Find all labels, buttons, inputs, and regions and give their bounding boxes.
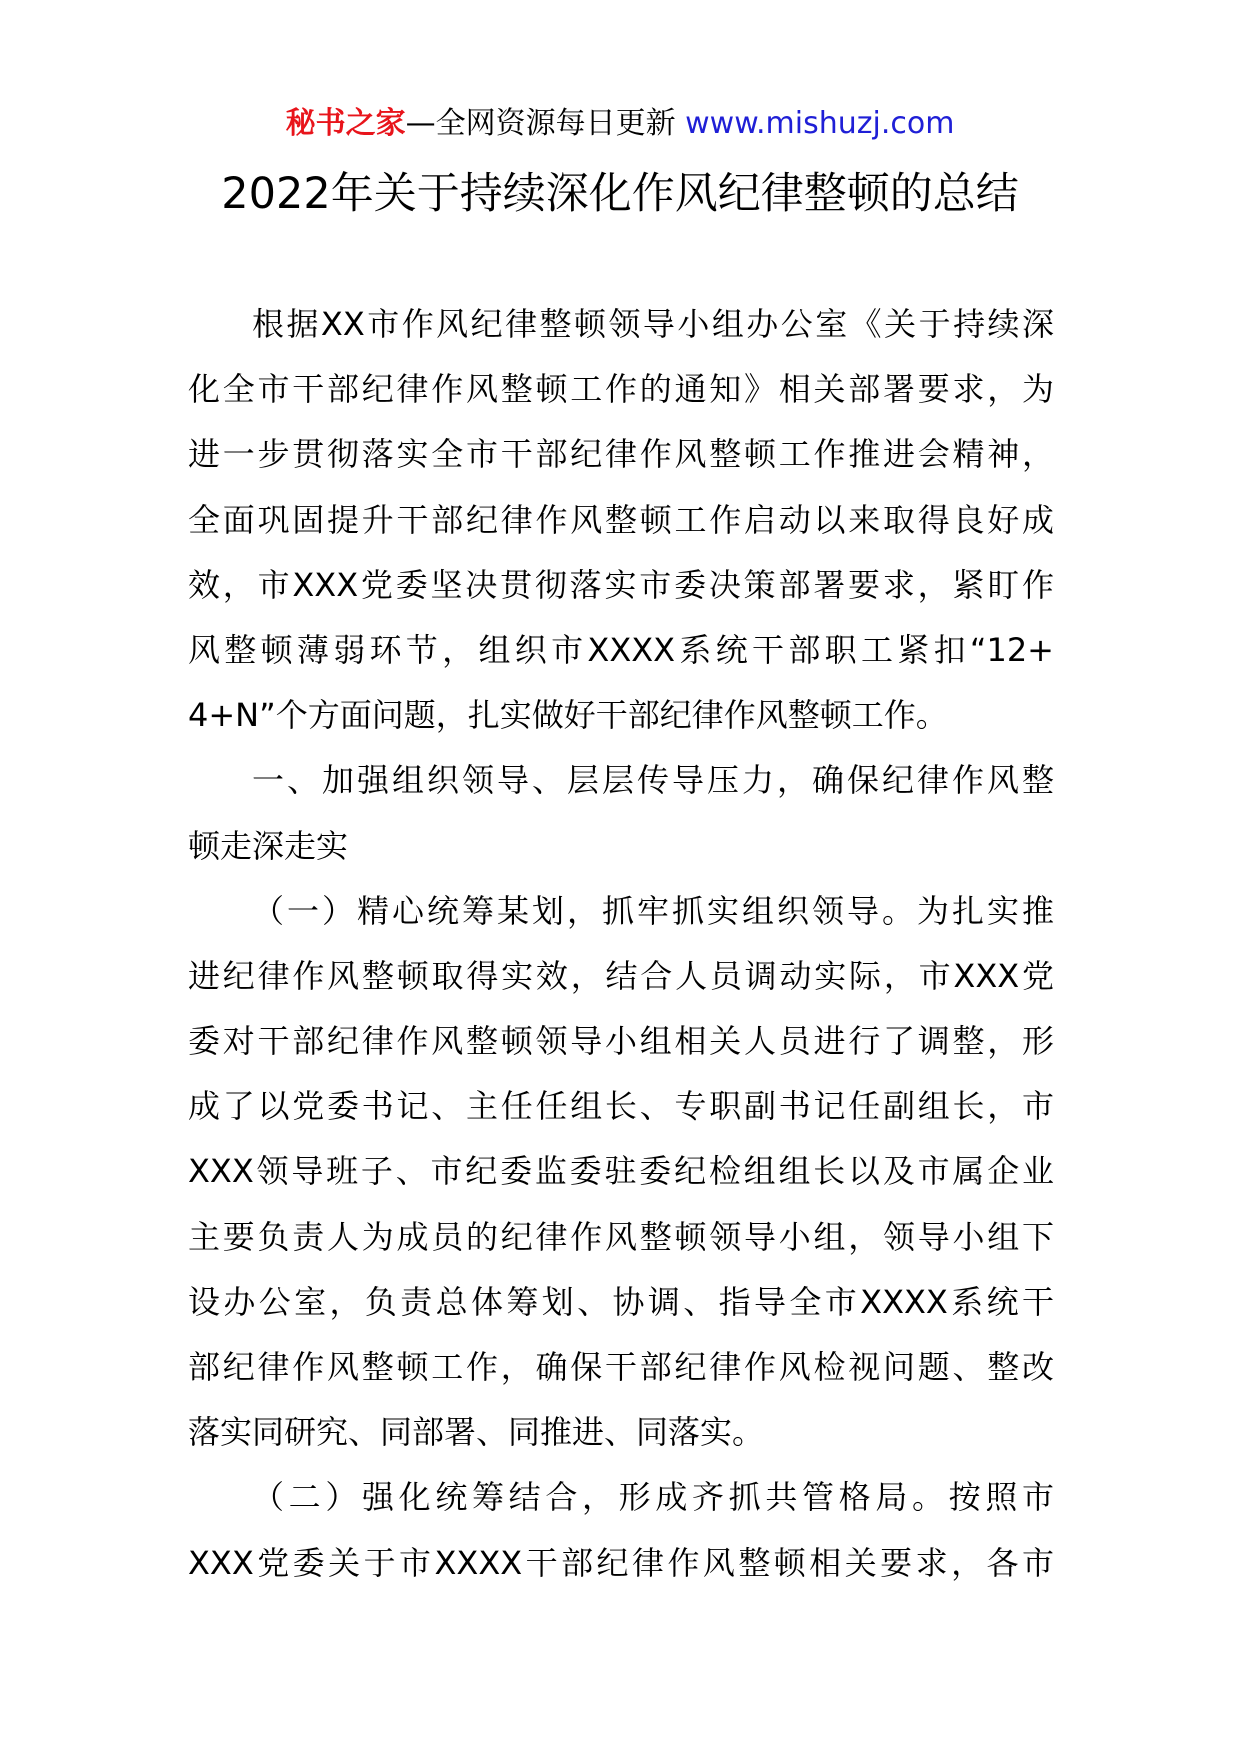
document-body <box>188 292 1054 1596</box>
text-line: XXX领导班子、市纪委监委驻委纪检组组长以及市属企业 <box>188 1152 1054 1191</box>
section-heading-line: 顿走深走实 <box>188 826 349 865</box>
text-line: 4+N”个方面问题，扎实做好干部纪律作风整顿工作。 <box>188 696 948 735</box>
text-line: 进一步贯彻落实全市干部纪律作风整顿工作推进会精神， <box>188 435 1054 474</box>
text-line: XXX党委关于市XXXX干部纪律作风整顿相关要求，各市 <box>188 1543 1054 1582</box>
text-line: 部纪律作风整顿工作，确保干部纪律作风检视问题、整改 <box>188 1348 1054 1386</box>
text-line: 委对干部纪律作风整顿领导小组相关人员进行了调整，形 <box>188 1022 1054 1061</box>
text-line: 根据XX市作风纪律整顿领导小组办公室《关于持续深 <box>252 305 1054 343</box>
text-line: （二）强化统筹结合，形成齐抓共管格局。按照市 <box>252 1478 1054 1517</box>
site-brand: 秘书之家 <box>285 106 406 141</box>
text-line: 化全市干部纪律作风整顿工作的通知》相关部署要求，为 <box>188 370 1054 409</box>
text-line: 效，市XXX党委坚决贯彻落实市委决策部署要求，紧盯作 <box>188 565 1054 604</box>
document-title: 2022年关于持续深化作风纪律整顿的总结 <box>221 169 1019 219</box>
text-line: 主要负责人为成员的纪律作风整顿领导小组，领导小组下 <box>188 1217 1054 1256</box>
text-line: 落实同研究、同部署、同推进、同落实。 <box>188 1413 765 1452</box>
text-line: 设办公室，负责总体筹划、协调、指导全市XXXX系统干 <box>188 1282 1054 1321</box>
text-line: 风整顿薄弱环节，组织市XXXX系统干部职工紧扣“12+ <box>188 630 1054 669</box>
text-line: （一）精心统筹某划，抓牢抓实组织领导。为扎实推 <box>252 891 1054 930</box>
section-heading-line: 一、加强组织领导、层层传导压力，确保纪律作风整 <box>252 761 1054 800</box>
text-line: 成了以党委书记、主任任组长、专职副书记任副组长，市 <box>188 1087 1054 1126</box>
site-tagline: —全网资源每日更新 <box>405 106 676 141</box>
site-url-link[interactable]: www.mishuzj.com <box>685 106 955 141</box>
site-header <box>0 104 1240 144</box>
text-line: 全面巩固提升干部纪律作风整顿工作启动以来取得良好成 <box>188 500 1054 539</box>
text-line: 进纪律作风整顿取得实效，结合人员调动实际，市XXX党 <box>188 956 1054 995</box>
